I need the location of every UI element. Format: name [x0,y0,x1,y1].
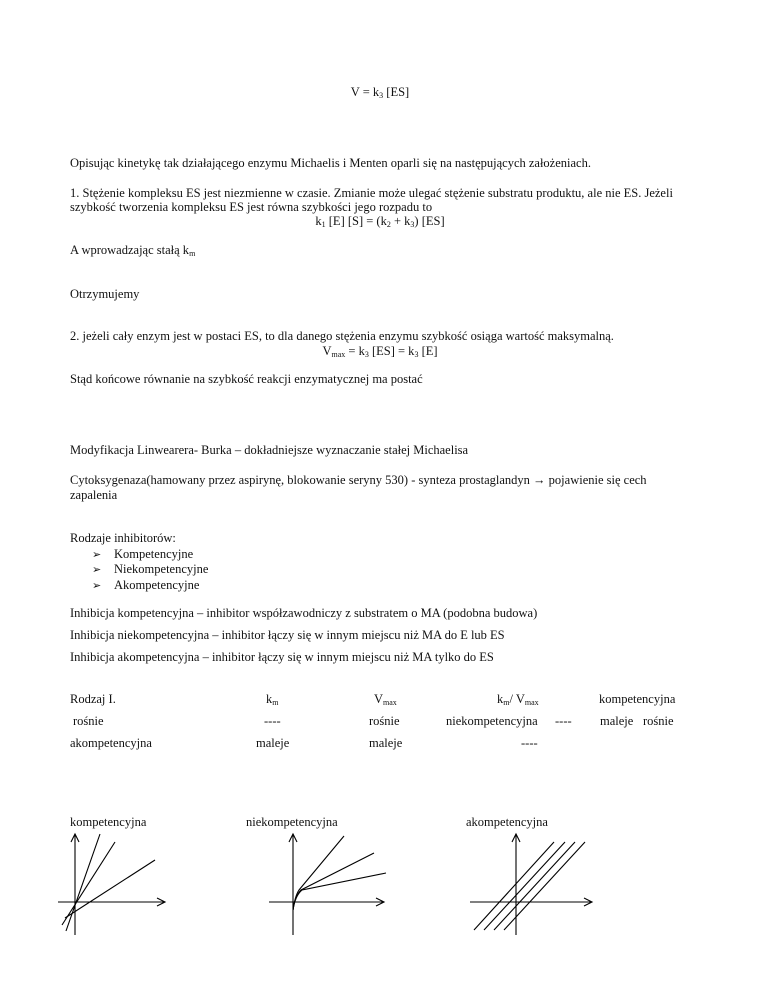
inhibition-noncompetitive-desc: Inhibicja niekompetencyjna – inhibitor łączy się w innym miejscu niż MA do E lub ES [70,628,505,642]
inhibitor-list-item [92,578,199,593]
list-item-label: Niekompetencyjne [114,562,209,576]
lineweaver-burk-heading: Modyfikacja Linwearera- Burka – dokładniejsze wyznaczanie stałej Michaelisa [70,443,469,457]
table-header-kompetencyjna: kompetencyjna [599,692,676,706]
table-header-rodzaj: Rodzaj I. [70,692,116,706]
eq-part: [E] [S] = (k [325,214,387,228]
graph-competitive [50,830,170,940]
table-cell: maleje [256,736,290,750]
table-cell: ---- [264,714,281,728]
eq-part: [E] [418,344,438,358]
graph-label-competitive: kompetencyjna [70,815,147,829]
list-item-label: Kompetencyjne [114,547,194,561]
plot-line [494,842,575,930]
inhibitor-list-item [92,562,208,577]
final-equation-intro: Stąd końcowe równanie na szybkość reakcji enzymatycznej ma postać [70,372,423,386]
eq-part: = k [345,344,365,358]
table-cell: akompetencyjna [70,736,152,750]
plot-line [65,860,155,918]
table-cell: rośnie [73,714,104,728]
eq-sub: 1 [321,220,326,229]
plot-line [62,842,115,925]
eq-part: [ES] [383,85,410,99]
eq-part: V = k [350,85,380,99]
eq-part: [ES] = k [368,344,415,358]
graph-label-uncompetitive: akompetencyjna [466,815,548,829]
eq-part: V [322,344,332,358]
plot-line [66,834,100,931]
plot-line [293,836,344,910]
point1-line1: 1. Stężenie kompleksu ES jest niezmienne w czasie. Zmianie może ulegać stężenie substratu produktu, ale nie ES. Jeżeli [70,186,673,200]
eq-sub: 3 [410,220,415,229]
header-sub: m [503,698,510,707]
eq-sub: 2 [386,220,391,229]
km-intro-text: A wprowadzając stałą k [70,243,190,257]
header-text: k [497,692,504,706]
point1-line2: szybkość tworzenia kompleksu ES jest równa szybkości jego rozpadu to [70,200,433,214]
plot-line [293,873,386,910]
plot-line [474,842,554,930]
inhibition-competitive-desc: Inhibicja kompetencyjna – inhibitor współzawodniczy z substratem o MA (podobna budowa) [70,606,538,620]
otrzymujemy: Otrzymujemy [70,287,140,301]
eq-sub: 3 [379,91,384,100]
km-intro [70,243,195,258]
arrow-bullet-icon: ➢ [92,548,102,561]
table-cell: maleje [600,714,634,728]
table-cell: ---- [555,714,572,728]
header-sub: max [383,698,397,707]
inhibitor-list-item [92,547,193,562]
table-cell: rośnie [369,714,400,728]
table-header-vmax [374,692,397,707]
table-header-km [266,692,278,707]
graph-uncompetitive [470,830,595,940]
eq-sub: 3 [414,350,419,359]
table-cell: ---- [521,736,538,750]
inhibitors-title: Rodzaje inhibitorów: [70,531,176,545]
eq-sub: 3 [364,350,369,359]
graph-noncompetitive [266,830,391,940]
header-text: / V [509,692,525,706]
intro-paragraph: Opisując kinetykę tak działającego enzymu Michaelis i Menten oparli się na następujących założeniach. [70,156,591,170]
inhibition-uncompetitive-desc: Inhibicja akompetencyjna – inhibitor łączy się w innym miejscu niż MA tylko do ES [70,650,494,664]
cyclooxygenase-line1: Cytoksygenaza(hamowany przez aspirynę, blokowanie seryny 530) - synteza prostaglandyn → pojawienie się cech [70,473,647,487]
eq-part: ) [ES] [414,214,445,228]
header-text: k [266,692,273,706]
header-sub: m [272,698,279,707]
eq-sub: max [331,350,346,359]
cyclooxygenase-line2: zapalenia [70,488,118,502]
eq-part: + k [390,214,411,228]
plot-line [484,842,565,930]
km-sub: m [189,249,196,258]
table-cell: rośnie [643,714,674,728]
arrow-bullet-icon: ➢ [92,579,102,592]
eq-part: k [315,214,322,228]
table-cell: niekompetencyjna [446,714,538,728]
arrow-bullet-icon: ➢ [92,563,102,576]
list-item-label: Akompetencyjne [114,578,200,592]
graph-label-noncompetitive: niekompetencyjna [246,815,338,829]
table-header-km-vmax [497,692,539,707]
header-sub: max [524,698,539,707]
point2-line1: 2. jeżeli cały enzym jest w postaci ES, to dla danego stężenia enzymu szybkość osiąga wartość maksymalną. [70,329,614,343]
header-text: V [374,692,384,706]
equation-rate [0,85,760,100]
equation-steady-state [0,214,760,229]
table-cell: maleje [369,736,403,750]
equation-vmax [0,344,760,359]
